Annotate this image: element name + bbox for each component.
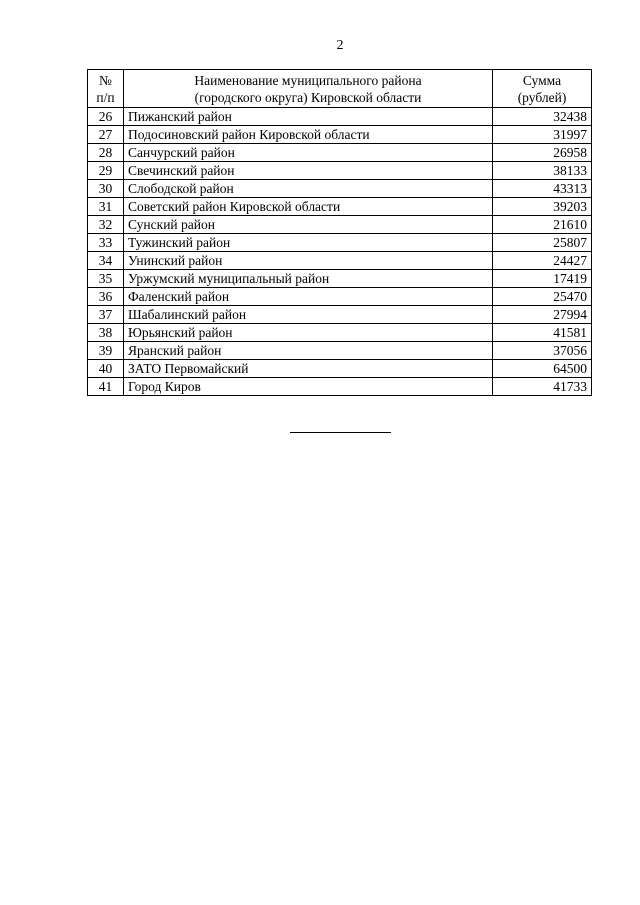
row-number: 35: [88, 270, 124, 288]
header-name-line1: Наименование муниципального района: [194, 72, 422, 88]
row-sum: 41581: [493, 324, 592, 342]
header-sum-line2: (рублей): [517, 89, 567, 105]
header-number-line2: п/п: [96, 89, 115, 105]
table-row: [88, 162, 592, 180]
row-sum: 32438: [493, 108, 592, 126]
header-name: [124, 70, 493, 108]
table-row: [88, 216, 592, 234]
row-sum: 25807: [493, 234, 592, 252]
table-row: [88, 342, 592, 360]
table-row: [88, 108, 592, 126]
row-sum: 21610: [493, 216, 592, 234]
row-sum: 41733: [493, 378, 592, 396]
row-number: 27: [88, 126, 124, 144]
district-sums-table: [87, 69, 592, 396]
page-number: 2: [336, 38, 344, 53]
table-row: [88, 306, 592, 324]
row-number: 33: [88, 234, 124, 252]
row-district-name: Юрьянский район: [124, 324, 493, 342]
row-number: 36: [88, 288, 124, 306]
header-number-line1: №: [99, 72, 112, 88]
row-sum: 17419: [493, 270, 592, 288]
row-district-name: Советский район Кировской области: [124, 198, 493, 216]
row-sum: 38133: [493, 162, 592, 180]
row-district-name: Уржумский муниципальный район: [124, 270, 493, 288]
row-number: 30: [88, 180, 124, 198]
table-row: [88, 198, 592, 216]
header-number: [88, 70, 124, 108]
table-row: [88, 234, 592, 252]
table-row: [88, 126, 592, 144]
end-of-document-line: [290, 432, 391, 433]
row-sum: 25470: [493, 288, 592, 306]
row-district-name: Санчурский район: [124, 144, 493, 162]
table-row: [88, 324, 592, 342]
row-district-name: Яранский район: [124, 342, 493, 360]
row-district-name: Фаленский район: [124, 288, 493, 306]
row-district-name: Унинский район: [124, 252, 493, 270]
row-sum: 31997: [493, 126, 592, 144]
row-sum: 24427: [493, 252, 592, 270]
row-district-name: ЗАТО Первомайский: [124, 360, 493, 378]
row-district-name: Город Киров: [124, 378, 493, 396]
table-row: [88, 252, 592, 270]
row-sum: 26958: [493, 144, 592, 162]
row-district-name: Свечинский район: [124, 162, 493, 180]
row-number: 28: [88, 144, 124, 162]
row-number: 37: [88, 306, 124, 324]
table-row: [88, 378, 592, 396]
table-row: [88, 360, 592, 378]
row-district-name: Слободской район: [124, 180, 493, 198]
row-district-name: Шабалинский район: [124, 306, 493, 324]
header-name-line2: (городского округа) Кировской области: [194, 89, 422, 105]
row-number: 41: [88, 378, 124, 396]
table-row: [88, 288, 592, 306]
header-sum-line1: Сумма: [522, 72, 562, 88]
row-number: 40: [88, 360, 124, 378]
row-number: 32: [88, 216, 124, 234]
row-number: 29: [88, 162, 124, 180]
header-sum: [493, 70, 592, 108]
row-sum: 37056: [493, 342, 592, 360]
table-row: [88, 144, 592, 162]
table-header-row: [88, 70, 592, 108]
row-number: 38: [88, 324, 124, 342]
row-number: 39: [88, 342, 124, 360]
row-district-name: Тужинский район: [124, 234, 493, 252]
row-sum: 64500: [493, 360, 592, 378]
row-number: 26: [88, 108, 124, 126]
row-sum: 43313: [493, 180, 592, 198]
row-district-name: Пижанский район: [124, 108, 493, 126]
row-sum: 27994: [493, 306, 592, 324]
row-number: 34: [88, 252, 124, 270]
row-district-name: Сунский район: [124, 216, 493, 234]
row-district-name: Подосиновский район Кировской области: [124, 126, 493, 144]
row-sum: 39203: [493, 198, 592, 216]
table-row: [88, 180, 592, 198]
table-row: [88, 270, 592, 288]
row-number: 31: [88, 198, 124, 216]
